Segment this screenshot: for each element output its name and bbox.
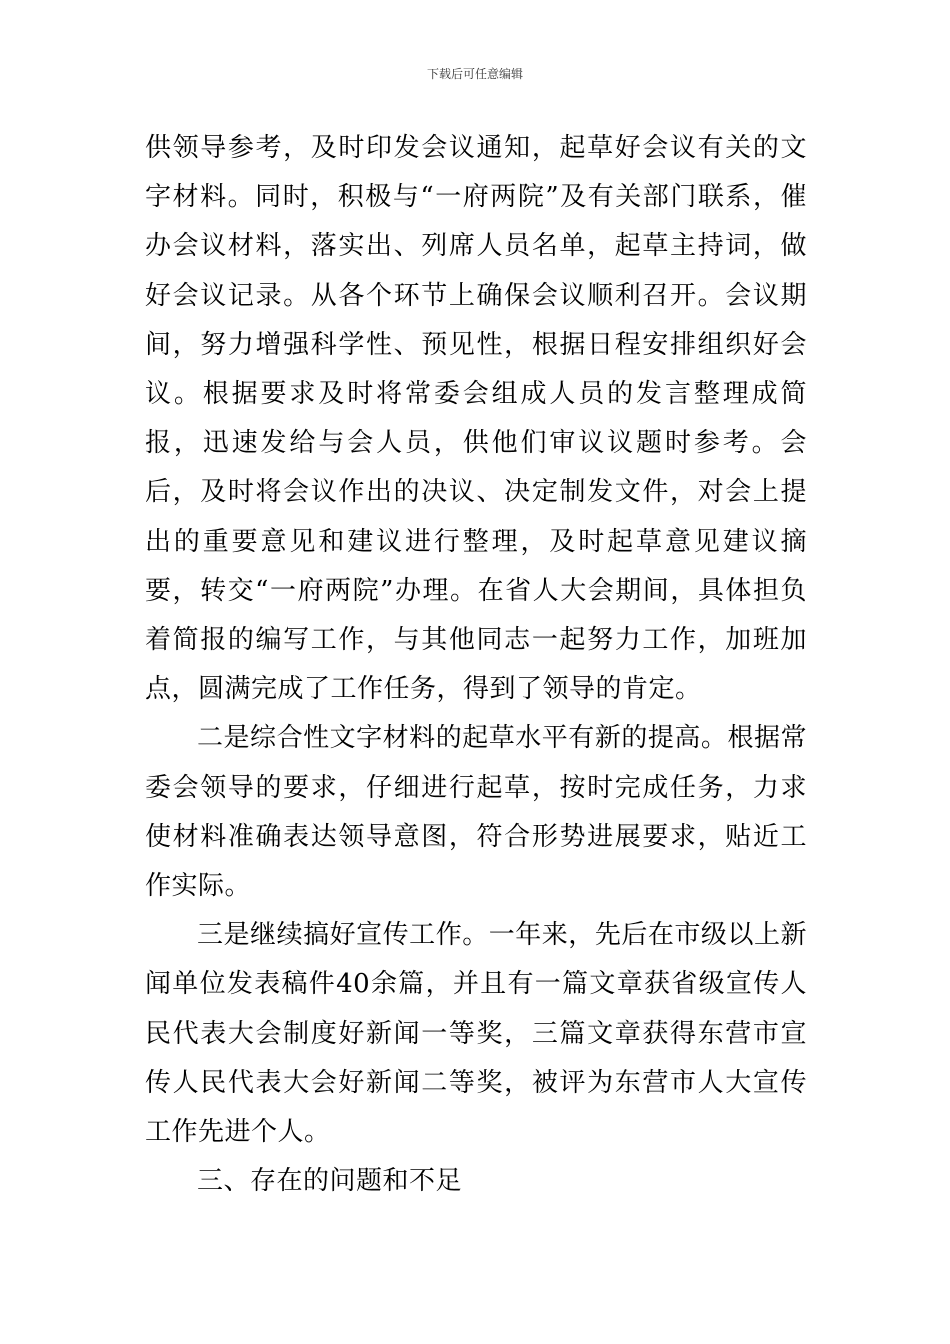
paragraph-point-three: 三是继续搞好宣传工作。一年来，先后在市级以上新闻单位发表稿件40余篇，并且有一篇文章获省级宣传人民代表大会制度好新闻一等奖，三篇文章获得东营市宣传人民代表大会好新闻二等奖，被评为东营市人大宣传工作先进个人。 [145, 920, 807, 1148]
paragraph-point-two: 二是综合性文字材料的起草水平有新的提高。根据常委会领导的要求，仔细进行起草，按时完成任务，力求使材料准确表达领导意图，符合形势进展要求，贴近工作实际。 [145, 723, 807, 902]
section-heading-problems: 三、存在的问题和不足 [197, 1166, 463, 1197]
paragraph-continuation: 供领导参考，及时印发会议通知，起草好会议有关的文字材料。同时，积极与“一府两院”及有关部门联系，催办会议材料，落实出、列席人员名单，起草主持词，做好会议记录。从各个环节上确保会议顺利召开。会议期间，努力增强科学性、预见性，根据日程安排组织好会议。根据要求及时将常委会组成人员的发言整理成简报，迅速发给与会人员，供他们审议议题时参考。会后，及时将会议作出的决议、决定制发文件，对会上提出的重要意见和建议进行整理，及时起草意见建议摘要，转交“一府两院”办理。在省人大会期间，具体担负着简报的编写工作，与其他同志一起努力工作，加班加点，圆满完成了工作任务，得到了领导的肯定。 [145, 133, 807, 705]
document-body [145, 124, 807, 1206]
page-header: 下载后可任意编辑 [426, 67, 523, 81]
